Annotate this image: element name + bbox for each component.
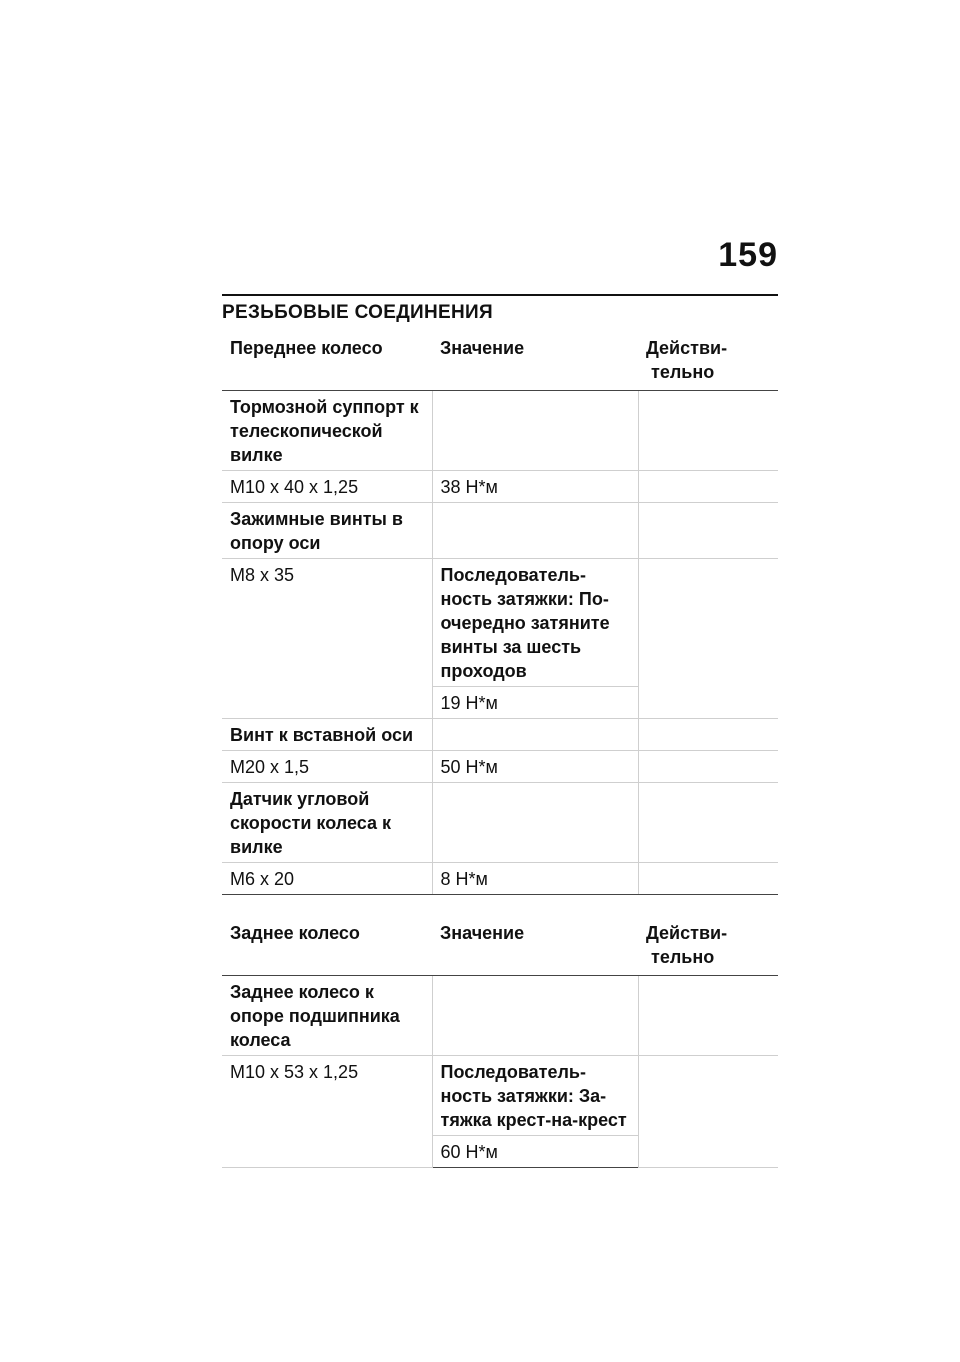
table-row [222,719,778,751]
cell-value: 19 Н*м [432,687,638,719]
cell-value [432,719,638,751]
page-number: 159 [718,236,778,274]
table-header-row [222,913,778,976]
cell-part: M10 x 53 x 1,25 [222,1056,432,1168]
table-row [222,751,778,783]
content [222,294,778,1168]
table-header-row [222,328,778,391]
cell-valid [638,863,778,895]
cell-part: M6 x 20 [222,863,432,895]
cell-valid [638,503,778,559]
cell-value: 8 Н*м [432,863,638,895]
cell-part: Тормозной суппорт к телескопической вилке [222,391,432,471]
cell-part: M8 x 35 [222,559,432,719]
cell-valid [638,719,778,751]
column-header-valid: Действи- тельно [638,913,778,976]
table-row [222,1056,778,1136]
cell-valid [638,976,778,1056]
cell-part: Датчик угловой скорости колеса к вилке [222,783,432,863]
table-row [222,559,778,687]
cell-valid [638,751,778,783]
rear-wheel-table [222,913,778,1168]
cell-part: M10 x 40 x 1,25 [222,471,432,503]
cell-part: M20 x 1,5 [222,751,432,783]
section-title: РЕЗЬБОВЫЕ СОЕДИНЕНИЯ [222,294,778,324]
column-header-value: Значение [432,913,638,976]
table-row [222,976,778,1056]
cell-value: 50 Н*м [432,751,638,783]
column-header-part: Заднее колесо [222,913,432,976]
table-row [222,391,778,471]
table-row [222,863,778,895]
cell-part: Зажимные винты в опору оси [222,503,432,559]
cell-valid [638,559,778,719]
cell-value: Последователь-ность затяжки: За-тяжка крест-на-крест [432,1056,638,1136]
cell-value [432,391,638,471]
cell-value [432,503,638,559]
column-header-valid: Действи- тельно [638,328,778,391]
table-row [222,503,778,559]
cell-value [432,783,638,863]
cell-value: 60 Н*м [432,1136,638,1168]
cell-valid [638,471,778,503]
column-header-part: Переднее колесо [222,328,432,391]
front-wheel-table [222,328,778,895]
cell-valid [638,783,778,863]
cell-valid [638,1056,778,1168]
cell-value: 38 Н*м [432,471,638,503]
cell-part: Заднее колесо к опоре подшипника колеса [222,976,432,1056]
table-row [222,471,778,503]
cell-valid [638,391,778,471]
table-row [222,783,778,863]
cell-value [432,976,638,1056]
cell-value: Последователь-ность затяжки: По-очередно затяните винты за шесть проходов [432,559,638,687]
column-header-value: Значение [432,328,638,391]
cell-part: Винт к вставной оси [222,719,432,751]
